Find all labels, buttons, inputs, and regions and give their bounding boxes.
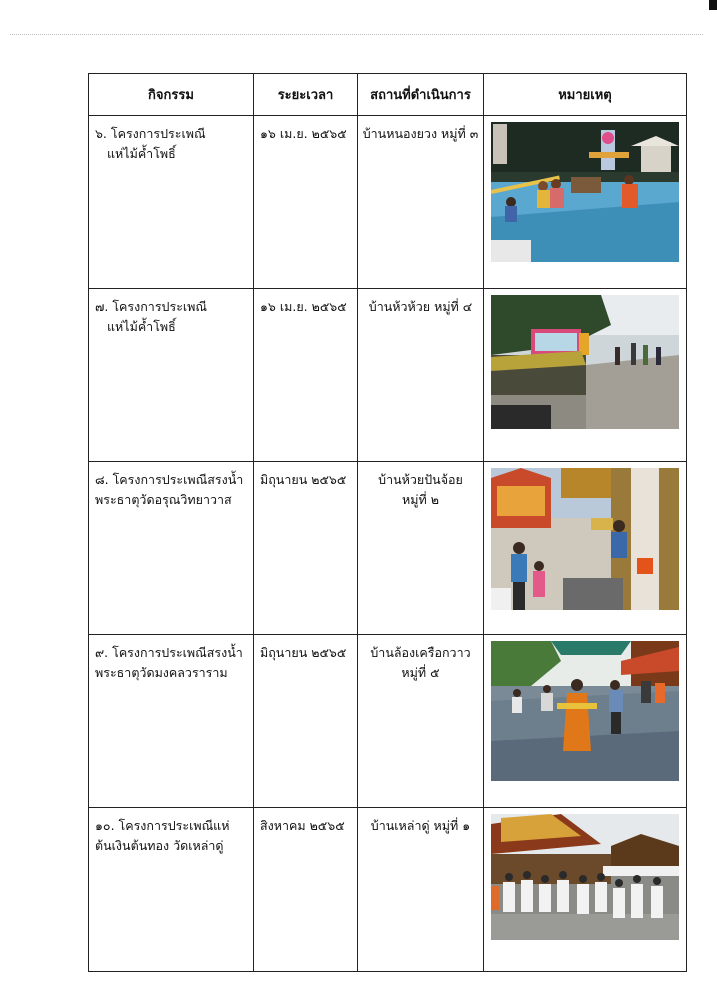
header-activity: กิจกรรม: [89, 74, 254, 116]
header-row: [89, 74, 687, 116]
activity-line: ๗. โครงการประเพณี: [95, 299, 208, 314]
event-photo: [491, 295, 679, 429]
remark-cell: [484, 635, 687, 808]
activity-line: พระธาตุวัดมงคลวราราม: [95, 665, 228, 680]
place-cell: [358, 635, 484, 808]
activity-cell: [89, 116, 254, 289]
period-cell: ๑๖ เม.ย. ๒๕๖๕: [254, 289, 358, 462]
place-cell: [358, 808, 484, 972]
period-cell: มิถุนายน ๒๕๖๕: [254, 462, 358, 635]
table-row: [89, 635, 687, 808]
place-line: บ้านล้องเครือกวาว: [370, 645, 471, 660]
event-photo: [491, 468, 679, 610]
activity-line: แห่ไม้ค้ำโพธิ์: [107, 319, 176, 334]
remark-cell: [484, 289, 687, 462]
activity-cell: [89, 808, 254, 972]
table-row: [89, 289, 687, 462]
activity-cell: [89, 289, 254, 462]
activity-line: พระธาตุวัดอรุณวิทยาวาส: [95, 492, 232, 507]
period-cell: ๑๖ เม.ย. ๒๕๖๕: [254, 116, 358, 289]
activity-line: แห่ไม้ค้ำโพธิ์: [107, 146, 176, 161]
event-photo: [491, 122, 679, 262]
place-cell: [358, 116, 484, 289]
remark-cell: [484, 808, 687, 972]
period-cell: สิงหาคม ๒๕๖๕: [254, 808, 358, 972]
header-remark: หมายเหตุ: [484, 74, 687, 116]
place-line: หมู่ที่ ๕: [401, 665, 440, 680]
header-place: สถานที่ดำเนินการ: [358, 74, 484, 116]
place-line: บ้านเหล่าดู่ หมู่ที่ ๑: [370, 818, 471, 833]
place-cell: [358, 462, 484, 635]
remark-cell: [484, 462, 687, 635]
place-line: บ้านห้วยปันจ้อย: [378, 472, 463, 487]
remark-cell: [484, 116, 687, 289]
header-period: ระยะเวลา: [254, 74, 358, 116]
table-row: [89, 808, 687, 972]
place-line: บ้านหนองยวง หมู่ที่ ๓: [362, 126, 479, 141]
place-cell: [358, 289, 484, 462]
event-photo: [491, 814, 679, 940]
activity-line: ๘. โครงการประเพณีสรงน้ำ: [95, 472, 244, 487]
activity-line: ๙. โครงการประเพณีสรงน้ำ: [95, 645, 243, 660]
table-row: [89, 116, 687, 289]
place-line: บ้านห้วห้วย หมู่ที่ ๔: [368, 299, 473, 314]
activity-cell: [89, 462, 254, 635]
activity-line: ๖. โครงการประเพณี: [95, 126, 206, 141]
activity-cell: [89, 635, 254, 808]
activities-table: [88, 73, 687, 972]
page-rule: [10, 34, 703, 35]
activity-line: ๑๐. โครงการประเพณีแห่: [95, 818, 230, 833]
table-row: [89, 462, 687, 635]
period-cell: มิถุนายน ๒๕๖๕: [254, 635, 358, 808]
event-photo: [491, 641, 679, 781]
activity-line: ต้นเงินต้นทอง วัดเหล่าดู่: [95, 838, 224, 853]
corner-mark: [709, 0, 717, 10]
place-line: หมู่ที่ ๒: [402, 492, 439, 507]
